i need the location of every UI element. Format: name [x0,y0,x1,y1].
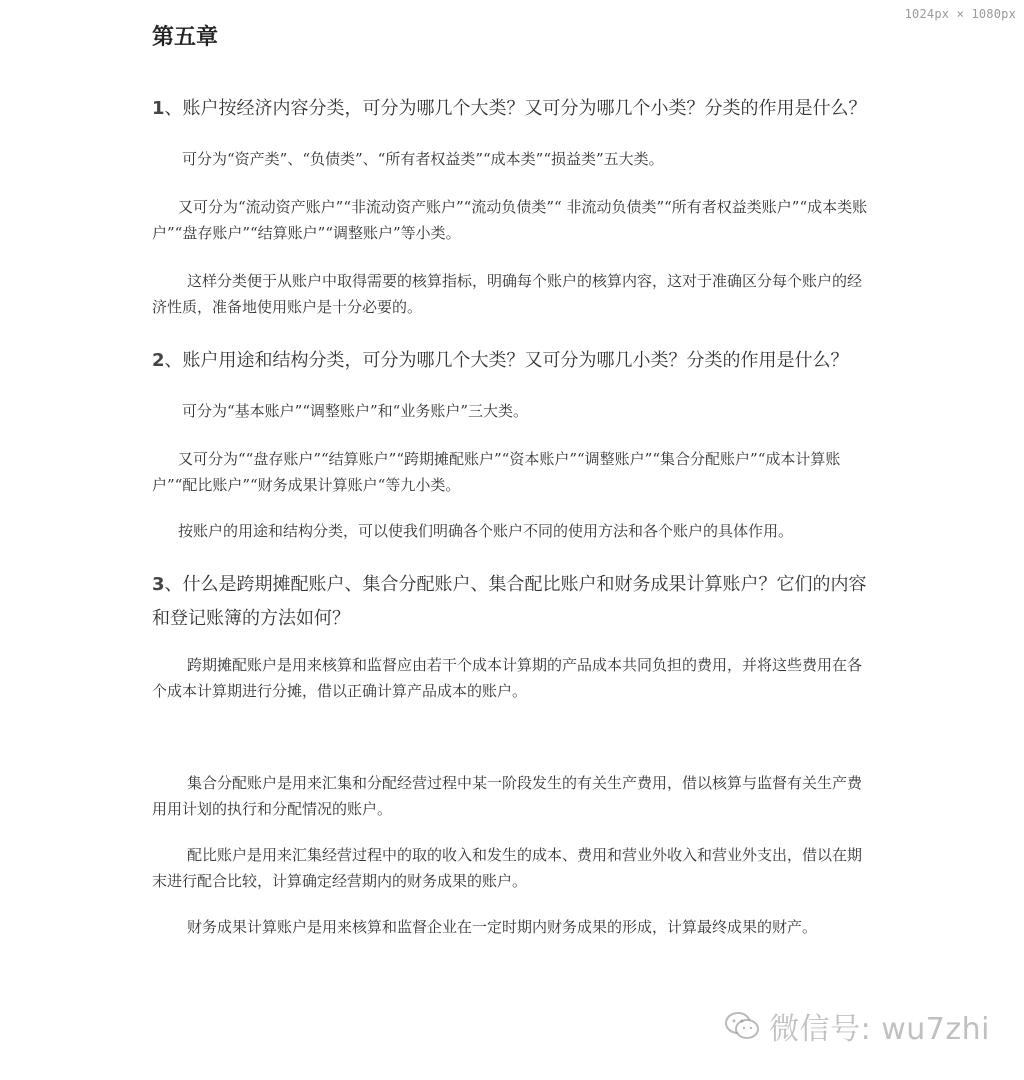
question-2-number: 2 [152,350,165,371]
answer-3-paragraph-4: 财务成果计算账户是用来核算和监督企业在一定时期内财务成果的形成，计算最终成果的财产。 [187,918,818,936]
watermark-text: 微信号: wu7zhi [769,1012,990,1047]
answer-1-paragraph-2: 又可分为“流动资产账户”“非流动资产账户”“流动负债类”“ 非流动负债类”“所有者权益类账户”“成本类账户”“盘存账户”“结算账户”“调整账户”等小类。 [152,198,868,242]
answer-3-paragraph-2: 集合分配账户是用来汇集和分配经营过程中某一阶段发生的有关生产费用，借以核算与监督有关生产费用用计划的执行和分配情况的账户。 [152,774,863,818]
answer-3-paragraph-1: 跨期摊配账户是用来核算和监督应由若干个成本计算期的产品成本共同负担的费用，并将这些费用在各个成本计算期进行分摊，借以正确计算产品成本的账户。 [152,656,863,700]
wechat-watermark [723,1004,990,1048]
answer-1-paragraph-1: 可分为“资产类”、“负债类”、“所有者权益类”“成本类”“损益类”五大类。 [182,150,664,168]
question-2 [152,344,872,378]
question-1-text: 、账户按经济内容分类，可分为哪几个大类？又可分为哪几个小类？分类的作用是什么？ [164,98,867,119]
answer-1-paragraph-3: 这样分类便于从账户中取得需要的核算指标，明确每个账户的核算内容，这对于准确区分每个账户的经济性质，准备地使用账户是十分必要的。 [152,272,863,316]
answer-2-paragraph-1: 可分为“基本账户”“调整账户”和“业务账户”三大类。 [182,402,529,420]
dimension-label: 1024px × 1080px [904,7,1016,21]
question-1-number: 1 [152,98,165,119]
answer-2-paragraph-3: 按账户的用途和结构分类，可以使我们明确各个账户不同的使用方法和各个账户的具体作用。 [178,522,794,540]
document-content [152,92,872,940]
question-2-text: 、账户用途和结构分类，可分为哪几个大类？又可分为哪几小类？分类的作用是什么？ [164,350,849,371]
question-1 [152,92,872,126]
answer-3-paragraph-3: 配比账户是用来汇集经营过程中的取的收入和发生的成本、费用和营业外收入和营业外支出，借以在期末进行配合比较，计算确定经营期内的财务成果的账户。 [152,846,863,890]
question-3 [152,568,872,636]
answer-2-paragraph-2: 又可分为““盘存账户”“结算账户”“跨期摊配账户”“资本账户”“调整账户”“集合分配账户”“成本计算账户”“配比账户”“财务成果计算账户“等九小类。 [152,450,841,494]
question-3-number: 3 [152,574,165,595]
wechat-icon [723,1009,761,1043]
question-3-text: 、什么是跨期摊配账户、集合分配账户、集合配比账户和财务成果计算账户？它们的内容和登记账簿的方法如何？ [152,574,867,629]
chapter-title: 第五章 [152,24,219,50]
